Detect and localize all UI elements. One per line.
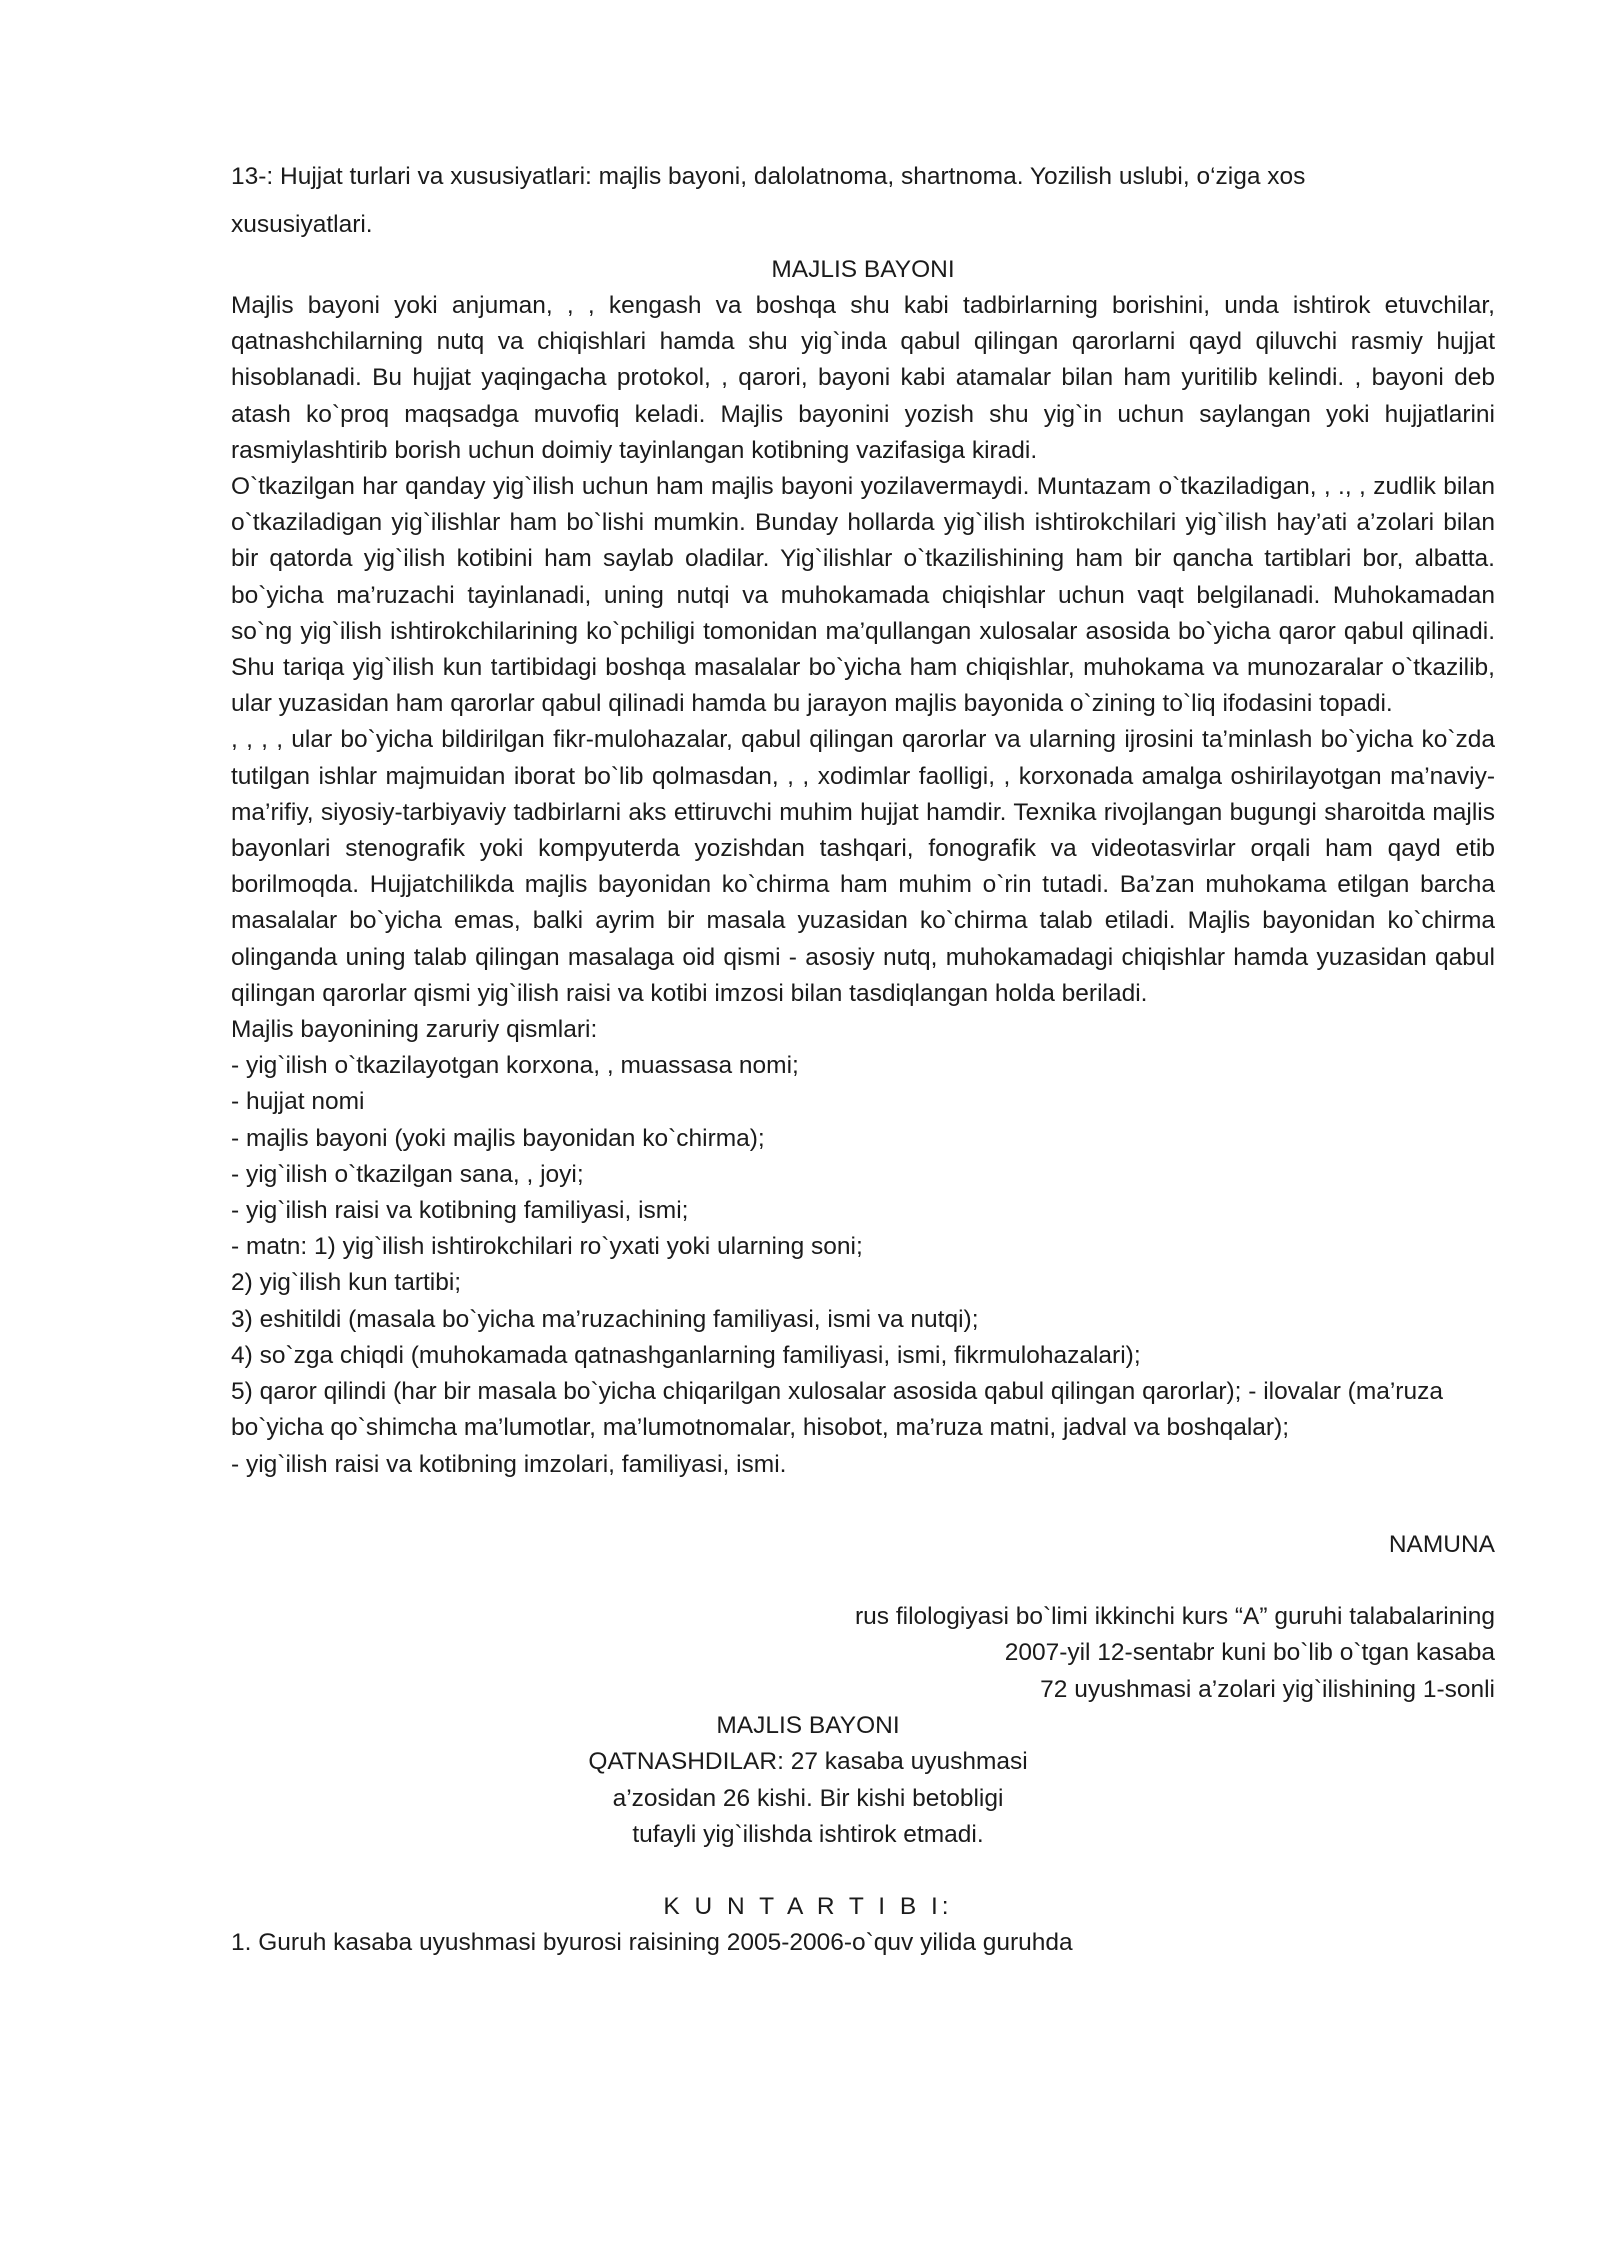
participants-line: a’zosidan 26 kishi. Bir kishi betobligi	[612, 1784, 1004, 1812]
required-parts-list	[231, 1012, 1495, 1483]
list-item: 4) so`zga chiqdi (muhokamada qatnashganlarning familiyasi, ismi, fikrmulohazalari);	[231, 1341, 1141, 1369]
paragraph-procedure: O`tkazilgan har qanday yig`ilish uchun ham majlis bayoni yozilavermaydi. Muntazam o`tkaziladigan, , ., , zudlik bilan o`tkaziladigan yig`ilishlar ham bo`lishi mumkin. Bunday hollarda yig`ilish ishtirokchilari yig`ilish hay’ati a’zolari bilan bir qatorda yig`ilish kotibini ham saylab oladilar. Yig`ilishlar o`tkazilishining ham bir qancha tartiblari bor, albatta. bo`yicha ma’ruzachi tayinlanadi, uning nutqi va muhokamada chiqishlar uchun vaqt belgilanadi. Muhokamadan so`ng yig`ilish ishtirokchilarining ko`pchiligi tomonidan ma’qullangan xulosalar asosida bo`yicha qaror qabul qilinadi. Shu tariqa yig`ilish kun tartibidagi boshqa masalalar bo`yicha ham chiqishlar, muhokama va munozaralar o`tkazilib, ular yuzasidan ham qarorlar qabul qilinadi hamda bu jarayon majlis bayonida o`zining to`liq ifodasini topadi.	[231, 473, 1495, 718]
section-title: MAJLIS BAYONI	[771, 256, 955, 283]
topic-heading-line-2: xususiyatlari.	[231, 211, 373, 238]
address-line: 72 uyushmasi a’zolari yig`ilishining 1-sonli	[1040, 1675, 1495, 1703]
address-line: rus filologiyasi bo`limi ikkinchi kurs “A” guruhi talabalarining	[855, 1602, 1495, 1630]
list-item: 5) qaror qilindi (har bir masala bo`yicha chiqarilgan xulosalar asosida qabul qilingan qarorlar); - ilovalar (ma’ruza bo`yicha qo`shimcha ma’lumotlar, ma’lumotnomalar, hisobot, ma’ruza matni, jadval va boshqalar);	[231, 1378, 1443, 1442]
address-line: 2007-yil 12-sentabr kuni bo`lib o`tgan kasaba	[1004, 1639, 1495, 1667]
sample-address-block	[231, 1599, 1495, 1709]
list-item: - majlis bayoni (yoki majlis bayonidan ko`chirma);	[231, 1124, 765, 1152]
list-item: 3) eshitildi (masala bo`yicha ma’ruzachining familiyasi, ismi va nutqi);	[231, 1305, 979, 1333]
list-item: - matn: 1) yig`ilish ishtirokchilari ro`yxati yoki ularning soni;	[231, 1233, 863, 1261]
list-item: 2) yig`ilish kun tartibi;	[231, 1269, 462, 1297]
topic-heading-line-1: 13-: Hujjat turlari va xususiyatlari: majlis bayoni, dalolatnoma, shartnoma. Yozilish uslubi, o‘ziga xos	[231, 163, 1306, 190]
sample-title: MAJLIS BAYONI	[716, 1712, 900, 1740]
participants-line: tufayli yig`ilishda ishtirok etmadi.	[632, 1821, 984, 1849]
list-item: - yig`ilish o`tkazilgan sana, , joyi;	[231, 1160, 584, 1188]
participants-line: QATNASHDILAR: 27 kasaba uyushmasi	[588, 1748, 1028, 1776]
sample-label: NAMUNA	[1388, 1530, 1495, 1558]
list-item: - yig`ilish raisi va kotibning imzolari, familiyasi, ismi.	[231, 1450, 787, 1478]
agenda-heading: K U N T A R T I B I:	[663, 1892, 953, 1920]
participants-block	[231, 1744, 1495, 1854]
list-item: Majlis bayonining zaruriy qismlari:	[231, 1016, 598, 1044]
list-item: - yig`ilish o`tkazilayotgan korxona, , muassasa nomi;	[231, 1052, 799, 1080]
paragraph-significance: , , , , ular bo`yicha bildirilgan fikr-mulohazalar, qabul qilingan qarorlar va ularning ijrosini ta’minlash bo`yicha ko`zda tutilgan ishlar majmuidan iborat bo`lib qolmasdan, , , xodimlar faolligi, , korxonada amalga oshirilayotgan ma’naviy-ma’rifiy, siyosiy-tarbiyaviy tadbirlarni aks ettiruvchi muhim hujjat hamdir. Texnika rivojlangan bugungi sharoitda majlis bayonlari stenografik yoki kompyuterda yozishdan tashqari, fonografik va videotasvirlar orqali ham qayd etib borilmoqda. Hujjatchilikda majlis bayonidan ko`chirma ham muhim o`rin tutadi. Ba’zan muhokama etilgan barcha masalalar bo`yicha emas, balki ayrim bir masala yuzasidan ko`chirma talab etiladi. Majlis bayonidan ko`chirma olinganda uning talab qilingan masalaga oid qismi - asosiy nutq, muhokamadagi chiqishlar hamda yuzasidan qabul qilingan qarorlar qismi yig`ilish raisi va kotibi imzosi bilan tasdiqlangan holda beriladi.	[231, 726, 1495, 1007]
paragraph-definition: Majlis bayoni yoki anjuman, , , kengash va boshqa shu kabi tadbirlarning borishini, unda ishtirok etuvchilar, qatnashchilarning nutq va chiqishlari hamda shu yig`inda qabul qilingan qarorlarni qayd qiluvchi rasmiy hujjat hisoblanadi. Bu hujjat yaqingacha protokol, , qarori, bayoni kabi atamalar bilan ham yuritilib kelindi. , bayoni deb atash ko`proq maqsadga muvofiq keladi. Majlis bayonini yozish shu yig`in uchun saylangan yoki hujjatlarini rasmiylashtirib borish uchun doimiy tayinlangan kotibning vazifasiga kiradi.	[231, 292, 1495, 464]
list-item: - yig`ilish raisi va kotibning familiyasi, ismi;	[231, 1197, 689, 1225]
agenda-item: 1. Guruh kasaba uyushmasi byurosi raisining 2005-2006-o`quv yilida guruhda	[231, 1928, 1073, 1956]
list-item: - hujjat nomi	[231, 1088, 365, 1116]
